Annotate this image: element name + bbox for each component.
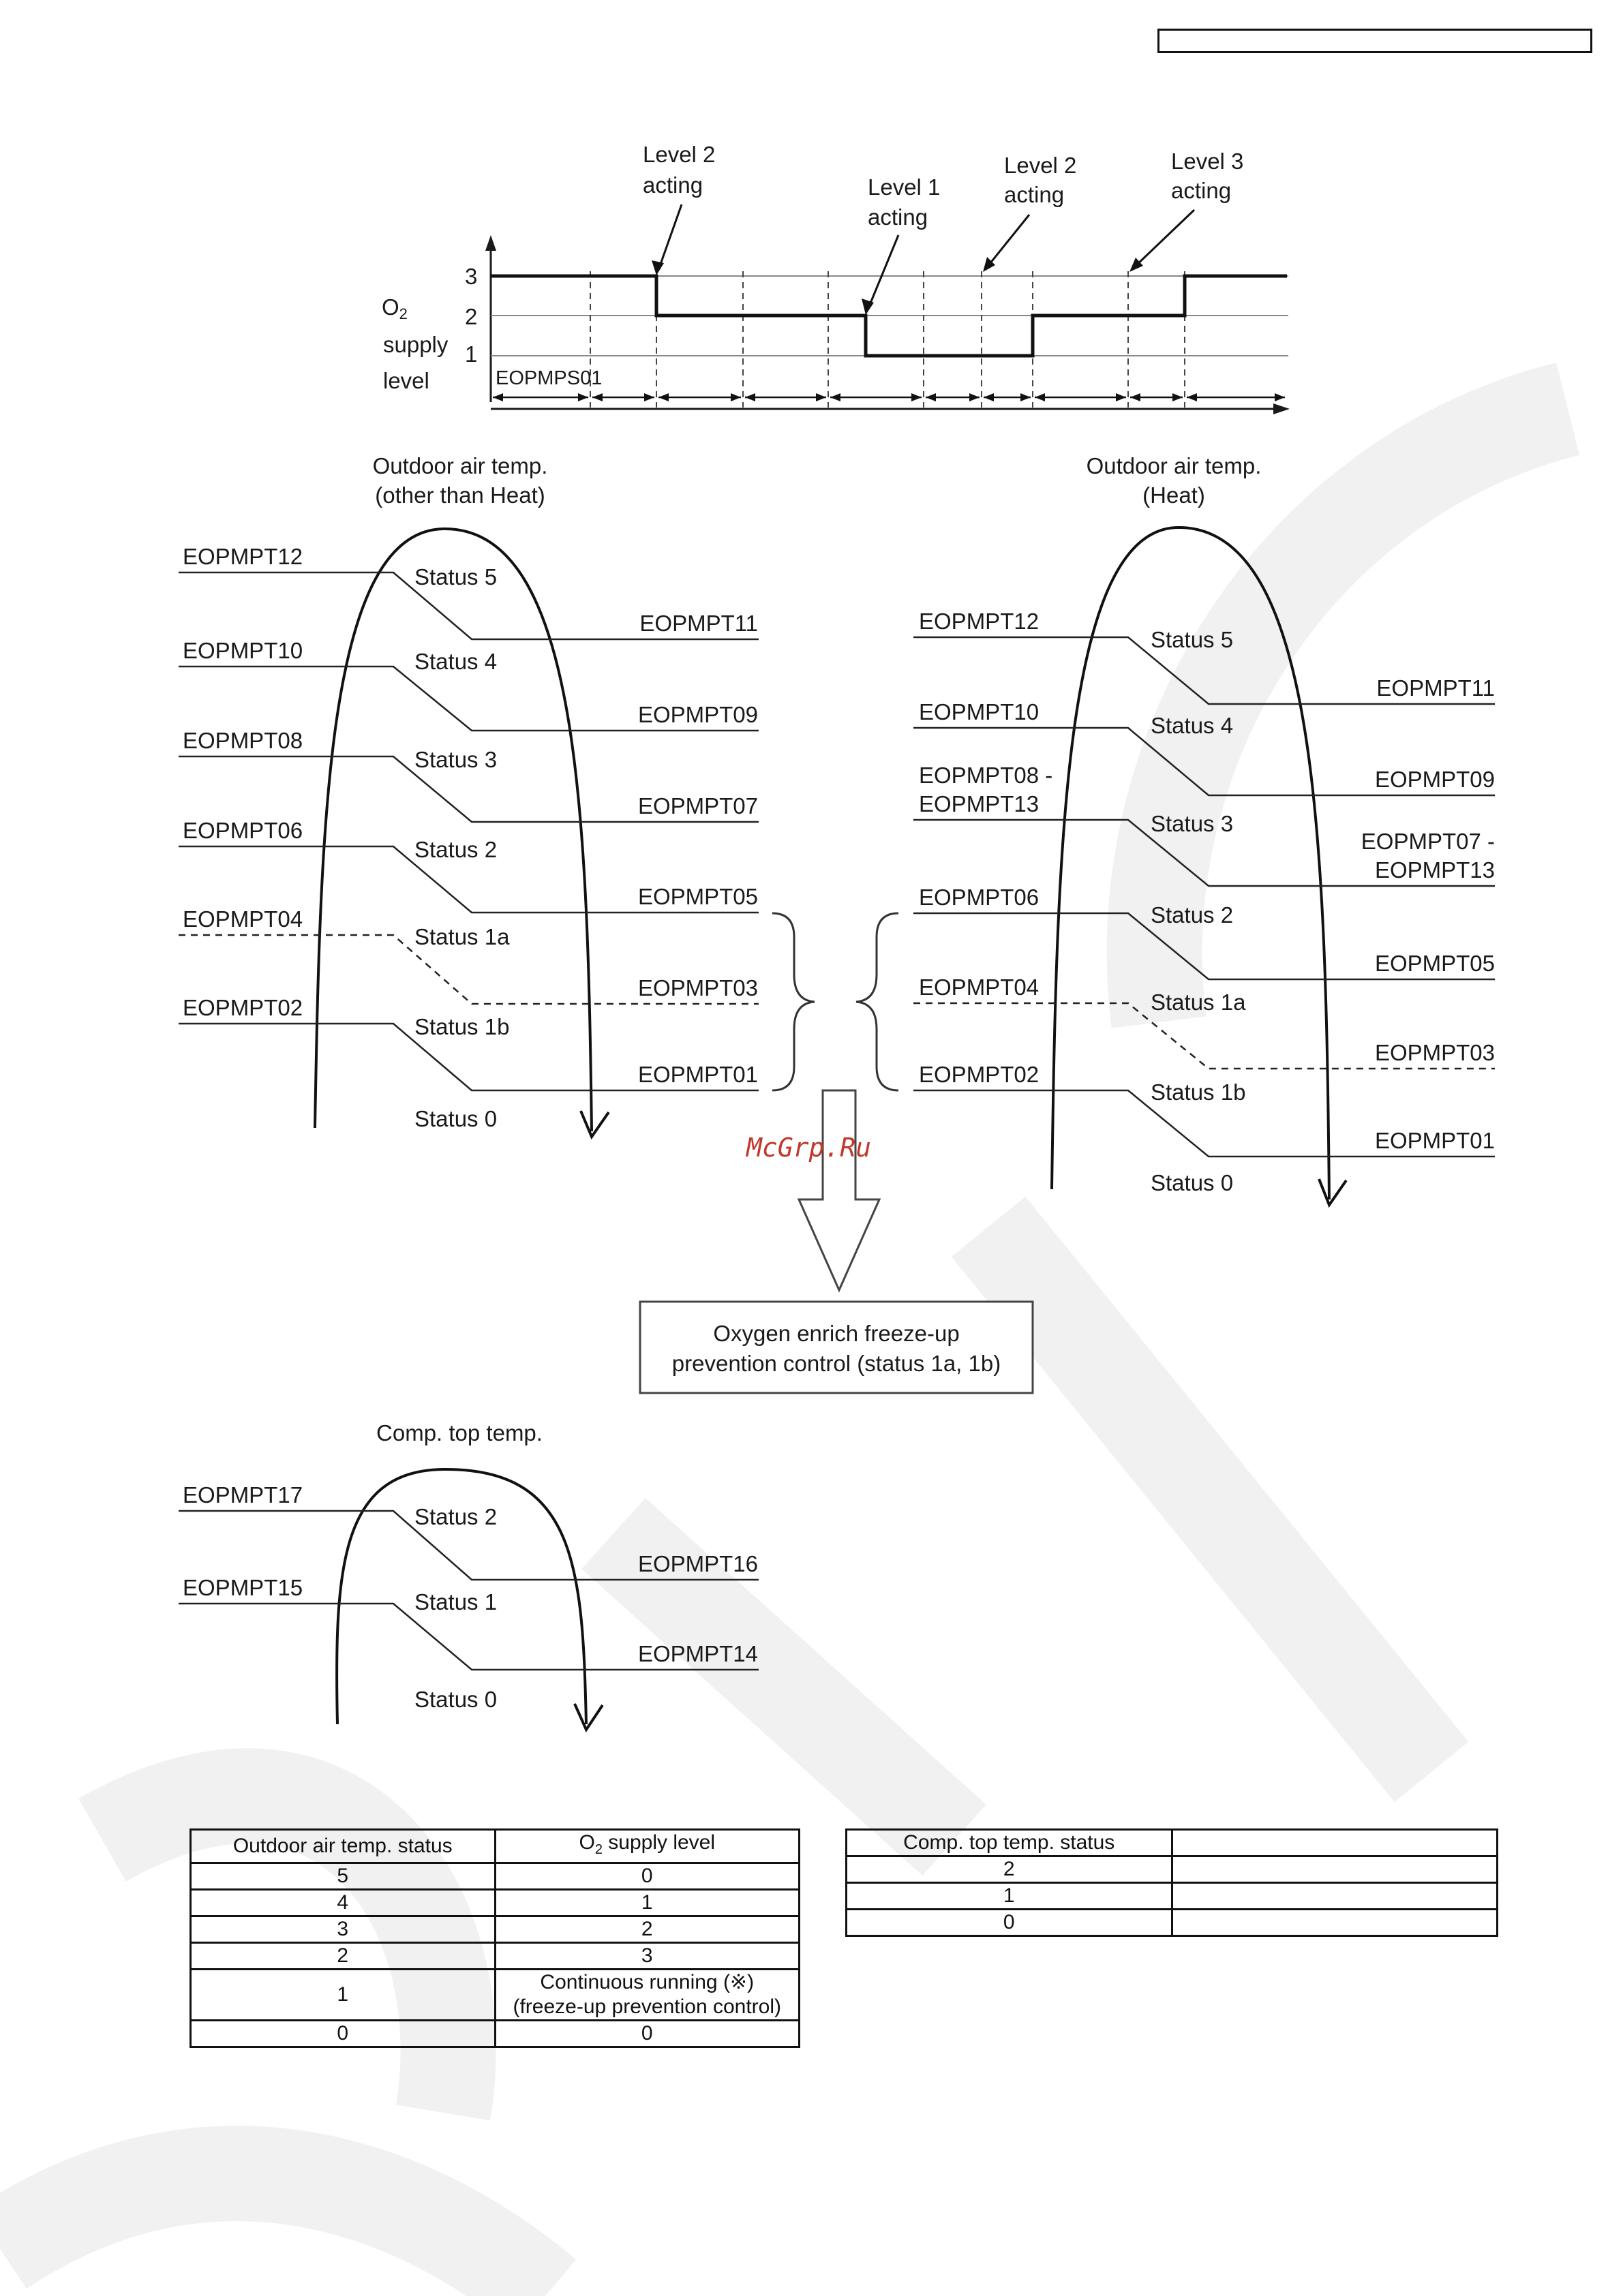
freeze-control-box (640, 1302, 1033, 1393)
comp-top-left-label-0: EOPMPT17 (183, 1482, 303, 1507)
interval-arrowhead-l-4 (830, 393, 840, 401)
outdoor-other-status-bottom: Status 0 (414, 1106, 498, 1131)
outdoor-heat-status-bottom: Status 0 (1151, 1170, 1234, 1195)
outdoor-status-table (189, 1828, 800, 2048)
table-row: 1 (847, 1883, 1498, 1910)
annotation-level2-a-pointer (658, 204, 682, 270)
outdoor-other-status-5: Status 1b (414, 1014, 510, 1039)
interval-arrowhead-r-9 (1275, 393, 1285, 401)
outdoor-heat-right-label-2: EOPMPT07 - (1361, 829, 1495, 854)
header-comp-status: Comp. top temp. status (847, 1830, 1172, 1856)
left-brace (772, 913, 815, 1090)
annotation-level2-a-line1: Level 2 (643, 142, 716, 167)
interval-arrowhead-l-2 (658, 393, 669, 401)
outdoor-heat-right-label-5: EOPMPT01 (1374, 1128, 1495, 1153)
interval-arrowhead-r-3 (816, 393, 826, 401)
interval-arrowhead-r-5 (969, 393, 980, 401)
comp-top-right-label-1: EOPMPT14 (637, 1641, 758, 1666)
outdoor-other-title-2: (other than Heat) (375, 483, 545, 508)
outdoor-other-left-label-0: EOPMPT12 (183, 544, 303, 569)
header-o2-supply: $O_2$ supply level (495, 1830, 800, 1863)
o2-ytick-2: 2 (465, 304, 478, 329)
annotation-level2-a-line2: acting (643, 172, 703, 198)
outdoor-other-hysteresis (179, 453, 759, 1137)
outdoor-other-loop-curve (315, 529, 592, 1131)
interval-arrowhead-l-9 (1187, 393, 1197, 401)
comp-status-table (845, 1828, 1498, 1937)
outdoor-other-title-1: Outdoor air temp. (372, 453, 548, 478)
o2-ylabel-line1: O2 (382, 294, 408, 322)
outdoor-heat-hysteresis (913, 453, 1495, 1205)
table-header-row (191, 1830, 800, 1863)
outdoor-heat-left-label-3: EOPMPT06 (919, 885, 1040, 910)
outdoor-heat-right-label-2: EOPMPT13 (1374, 857, 1495, 883)
outdoor-other-status-4: Status 1a (414, 924, 510, 949)
interval-arrowhead-l-0 (493, 393, 503, 401)
interval-arrowhead-r-4 (911, 393, 922, 401)
outdoor-heat-status-0: Status 5 (1151, 627, 1234, 652)
table-row: 2 (847, 1856, 1498, 1883)
table-row: 3 2 (191, 1916, 800, 1943)
outdoor-heat-title-1: Outdoor air temp. (1086, 453, 1262, 478)
o2-supply-chart (382, 142, 1290, 414)
outdoor-other-right-label-2: EOPMPT07 (637, 793, 758, 818)
comp-top-title: Comp. top temp. (376, 1420, 543, 1445)
o2-y-axis-arrow (485, 235, 496, 251)
outdoor-other-right-label-0: EOPMPT11 (639, 611, 758, 636)
outdoor-heat-title-2: (Heat) (1142, 483, 1205, 508)
interval-arrowhead-l-3 (745, 393, 755, 401)
table-row: 0 (847, 1910, 1498, 1936)
interval-arrowhead-r-7 (1116, 393, 1126, 401)
o2-ylabel-line2: supply (383, 332, 449, 357)
table-header-row (847, 1830, 1498, 1856)
interval-arrowhead-l-5 (926, 393, 936, 401)
outdoor-heat-left-label-5: EOPMPT02 (919, 1062, 1040, 1087)
annotation-level1-line2: acting (868, 204, 928, 230)
annotation-level2-b-line2: acting (1004, 182, 1065, 207)
interval-arrowhead-r-8 (1172, 393, 1183, 401)
interval-arrowhead-l-6 (984, 393, 994, 401)
outdoor-other-loop-arrowhead (581, 1111, 609, 1137)
interval-arrowhead-r-1 (644, 393, 654, 401)
header-outdoor-status: Outdoor air temp. status (191, 1830, 496, 1863)
annotation-level1-line1: Level 1 (868, 174, 941, 200)
outdoor-other-right-label-1: EOPMPT09 (637, 702, 758, 727)
o2-ytick-3: 3 (465, 264, 478, 289)
watermark: McGrp.Ru (746, 1133, 872, 1163)
outdoor-heat-right-label-3: EOPMPT05 (1374, 951, 1495, 976)
outdoor-heat-loop-arrowhead (1319, 1179, 1346, 1205)
outdoor-heat-left-label-2: EOPMPT08 - (919, 763, 1053, 788)
interval-label: EOPMPS01 (496, 367, 603, 389)
outdoor-heat-status-5: Status 1b (1151, 1080, 1246, 1105)
annotation-level3-line2: acting (1171, 178, 1232, 203)
freeze-down-arrow (799, 1090, 879, 1290)
header-comp-blank (1172, 1830, 1498, 1856)
outdoor-other-left-label-1: EOPMPT10 (183, 638, 303, 663)
interval-arrowhead-r-2 (731, 393, 741, 401)
interval-arrowhead-l-8 (1130, 393, 1140, 401)
outdoor-other-left-label-2: EOPMPT08 (183, 728, 303, 753)
outdoor-heat-right-label-4: EOPMPT03 (1374, 1040, 1495, 1065)
o2-x-axis-arrow (1273, 403, 1290, 414)
freeze-box-line1: Oxygen enrich freeze-up (713, 1321, 960, 1346)
outdoor-heat-left-label-1: EOPMPT10 (919, 699, 1040, 724)
o2-interval-dashes (590, 271, 1185, 408)
outdoor-other-status-0: Status 5 (414, 564, 498, 590)
o2-interval-arrows (493, 393, 1285, 401)
interval-arrowhead-r-0 (578, 393, 588, 401)
table-row: 5 0 (191, 1863, 800, 1890)
comp-top-right-label-0: EOPMPT16 (637, 1551, 758, 1576)
comp-top-hysteresis (179, 1420, 759, 1730)
comp-top-left-label-1: EOPMPT15 (183, 1575, 303, 1600)
table-row: 2 3 (191, 1943, 800, 1970)
outdoor-other-status-1: Status 4 (414, 649, 498, 674)
outdoor-other-status-2: Status 3 (414, 747, 498, 772)
comp-top-status-0: Status 2 (414, 1504, 498, 1529)
outdoor-other-left-label-5: EOPMPT02 (183, 995, 303, 1020)
outdoor-heat-status-2: Status 3 (1151, 811, 1234, 836)
outdoor-other-right-label-5: EOPMPT01 (637, 1062, 758, 1087)
annotation-level1-pointer (868, 235, 898, 308)
right-brace (856, 913, 898, 1090)
table-row: 1 Continuous running (※) (freeze-up prevention control) (191, 1970, 800, 2021)
outdoor-other-status-3: Status 2 (414, 837, 498, 862)
o2-subscript: 2 (399, 305, 408, 322)
outdoor-heat-left-label-0: EOPMPT12 (919, 609, 1040, 634)
comp-top-loop-arrowhead (575, 1704, 603, 1730)
outdoor-other-left-label-3: EOPMPT06 (183, 818, 303, 843)
comp-top-status-1: Status 1 (414, 1589, 498, 1614)
outdoor-heat-right-label-1: EOPMPT09 (1374, 767, 1495, 792)
outdoor-other-right-label-3: EOPMPT05 (637, 884, 758, 909)
comp-top-status-bottom: Status 0 (414, 1687, 498, 1712)
annotation-level3-pointer (1134, 210, 1194, 267)
outdoor-heat-status-3: Status 2 (1151, 902, 1234, 928)
outdoor-heat-status-4: Status 1a (1151, 990, 1246, 1015)
outdoor-heat-right-label-0: EOPMPT11 (1376, 675, 1495, 701)
o2-ylabel-line3: level (383, 368, 429, 393)
annotation-level3-line1: Level 3 (1171, 149, 1244, 174)
outdoor-heat-left-label-4: EOPMPT04 (919, 975, 1040, 1000)
interval-arrowhead-l-1 (592, 393, 603, 401)
table-row: 4 1 (191, 1890, 800, 1916)
freeze-box-line2: prevention control (status 1a, 1b) (671, 1351, 1001, 1376)
annotation-level2-b-line1: Level 2 (1004, 153, 1077, 178)
interval-arrowhead-r-6 (1020, 393, 1031, 401)
annotation-level2-b-pointer (987, 215, 1029, 267)
outdoor-other-left-label-4: EOPMPT04 (183, 906, 303, 932)
outdoor-heat-status-1: Status 4 (1151, 713, 1234, 738)
outdoor-heat-left-label-2: EOPMPT13 (919, 791, 1040, 816)
table-row: 0 0 (191, 2021, 800, 2047)
o2-ytick-1: 1 (465, 341, 478, 367)
outdoor-other-right-label-4: EOPMPT03 (637, 975, 758, 1000)
interval-arrowhead-l-7 (1035, 393, 1045, 401)
